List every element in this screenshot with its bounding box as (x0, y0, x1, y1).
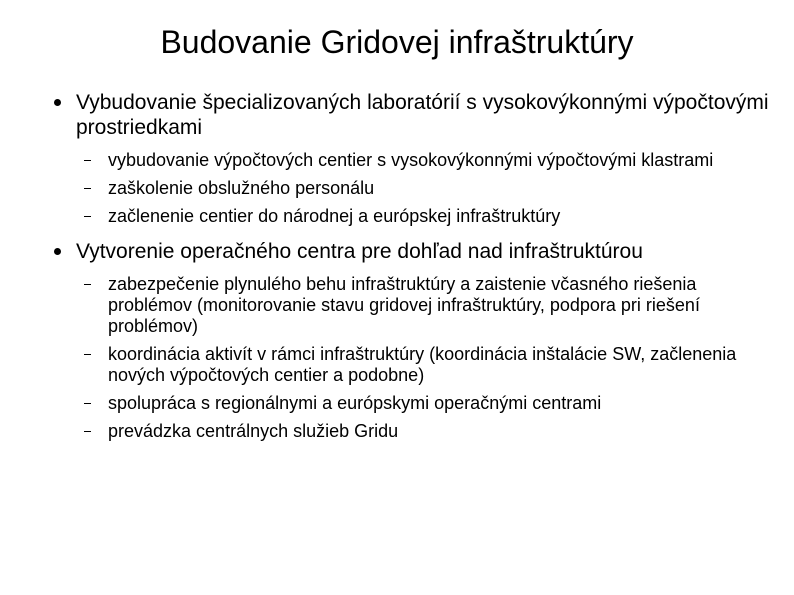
sub-item-text: vybudovanie výpočtových centier s vysokovýkonnými výpočtovými klastrami (108, 150, 714, 170)
bullet-dot-icon (54, 248, 61, 255)
sub-item-text: spolupráca s regionálnymi a európskymi operačnými centrami (108, 393, 602, 413)
dash-icon (84, 354, 91, 355)
dash-icon (84, 284, 91, 285)
dash-icon (84, 403, 91, 404)
bullet-text: Vybudovanie špecializovaných laboratórií s vysokovýkonnými výpočtovými prostriedkami (76, 91, 769, 139)
sub-item-text: začlenenie centier do národnej a európskej infraštruktúry (108, 206, 561, 226)
sub-list (52, 150, 772, 227)
dash-icon (84, 188, 91, 189)
dash-icon (84, 216, 91, 217)
dash-icon (84, 160, 91, 161)
sub-item (52, 206, 772, 227)
sub-item (52, 150, 772, 171)
sub-item-text: zabezpečenie plynulého behu infraštruktúry a zaistenie včasného riešenia problémov (monitorovanie stavu gridovej infraštruktúry, podpora pri riešení problémov) (108, 274, 700, 336)
slide-title: Budovanie Gridovej infraštruktúry (160, 24, 634, 60)
sub-item-text: koordinácia aktivít v rámci infraštruktúry (koordinácia inštalácie SW, začlenenia nových výpočtových centier a podobne) (108, 344, 737, 385)
sub-item (52, 393, 772, 414)
sub-item (52, 421, 772, 442)
bullet-item-operations-center (52, 239, 772, 264)
bullet-text: Vytvorenie operačného centra pre dohľad nad infraštruktúrou (76, 240, 643, 263)
sub-list (52, 274, 772, 442)
bullet-dot-icon (54, 99, 61, 106)
sub-item-text: zaškolenie obslužného personálu (108, 178, 375, 198)
sub-item (52, 344, 772, 386)
slide-content (52, 90, 772, 454)
bullet-item-laboratories (52, 90, 772, 140)
sub-item (52, 178, 772, 199)
sub-item (52, 274, 772, 337)
sub-item-text: prevádzka centrálnych služieb Gridu (108, 421, 399, 441)
dash-icon (84, 431, 91, 432)
